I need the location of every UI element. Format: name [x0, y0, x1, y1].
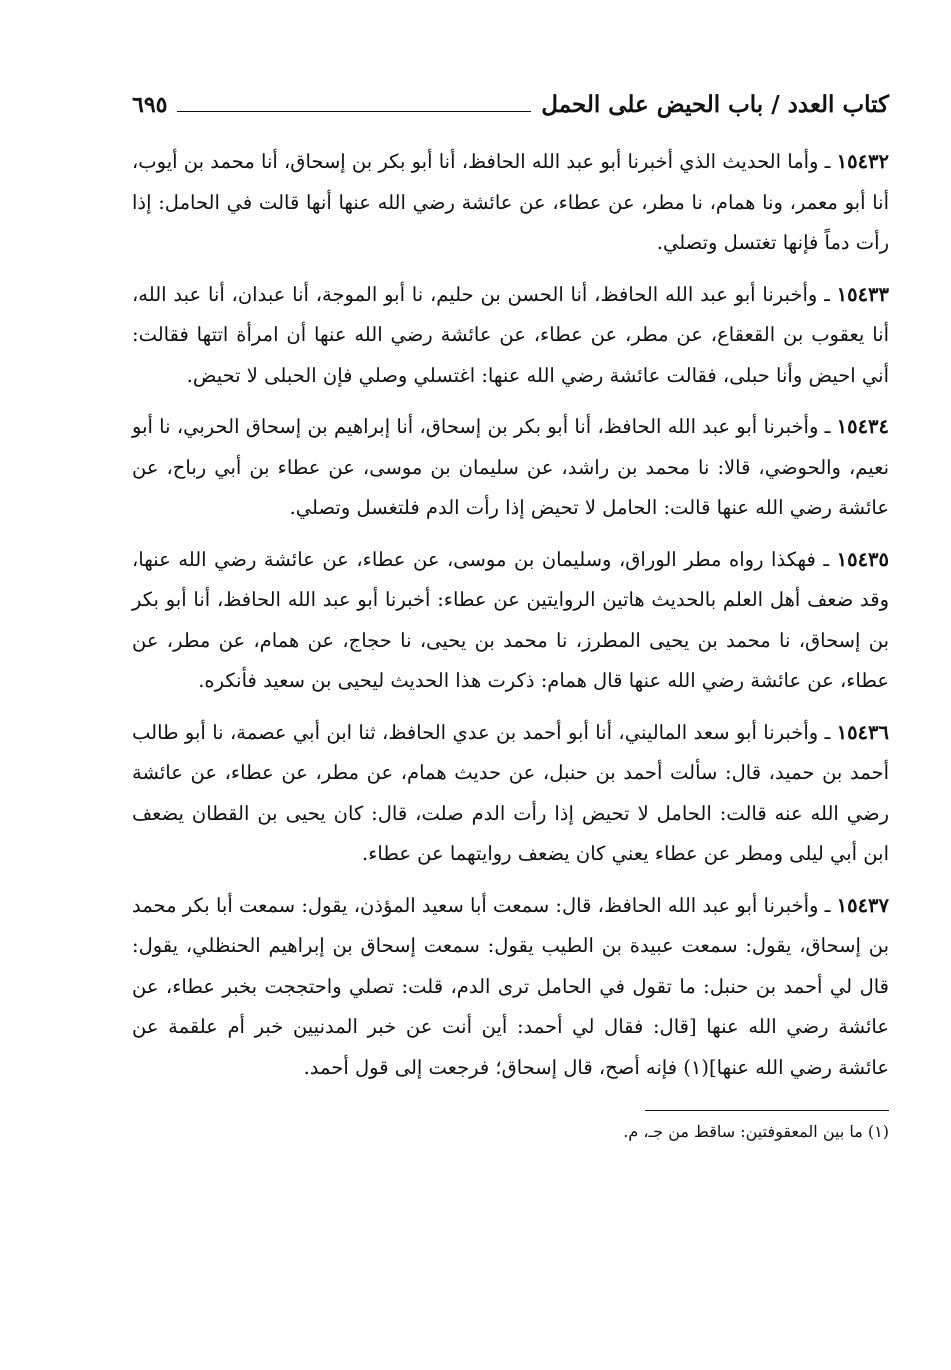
- running-header: [132, 88, 889, 118]
- footnote: (١) ما بين المعقوفتين: ساقط من جـ، م.: [623, 1122, 889, 1141]
- paragraph-15436: [132, 713, 889, 875]
- page-number: ٦٩٥: [132, 92, 168, 118]
- hadith-number: ١٥٤٣٥: [836, 547, 889, 571]
- paragraph-text: ـ وأما الحديث الذي أخبرنا أبو عبد الله الحافظ، أنا أبو بكر بن إسحاق، أنا محمد بن أيوب، أنا أبو معمر، ونا همام، نا مطر، عن عطاء، عن عائشة رضي الله عنها أنها قالت في الحامل: إذا رأت دماً فإنها تغتسل وتصلي.: [132, 150, 889, 254]
- hadith-number: ١٥٤٣٤: [836, 415, 889, 438]
- header-rule: [177, 111, 531, 112]
- paragraph-text: ـ وأخبرنا أبو عبد الله الحافظ، أنا أبو بكر بن إسحاق، أنا إبراهيم بن إسحاق الحربي، نا أبو نعيم، والحوضي، قالا: نا محمد بن راشد، عن سليمان بن موسى، عن عطاء بن أبي رباح، عن عائشة رضي الله عنها قالت: الحامل لا تحيض إذا رأت الدم فلتغسل وتصلي.: [132, 415, 889, 519]
- hadith-number: ١٥٤٣٢: [836, 150, 889, 173]
- footnote-rule: [645, 1110, 889, 1111]
- paragraph-15434: [132, 407, 889, 529]
- paragraph-15437: [132, 886, 889, 1089]
- paragraph-15435: [132, 540, 889, 702]
- chapter-title: كتاب العدد / باب الحيض على الحمل: [541, 91, 889, 118]
- paragraph-text: ـ فهكذا رواه مطر الوراق، وسليمان بن موسى، عن عطاء، عن عائشة رضي الله عنها، وقد ضعف أهل العلم بالحديث هاتين الروايتين عن عطاء: أخبرنا أبو عبد الله الحافظ، أنا أبو بكر بن إسحاق، نا محمد بن يحيى المطرز، نا محمد بن يحيى، نا حجاج، عن همام، عن مطر، عن عطاء، عن عائشة رضي الله عنها قال همام: ذكرت هذا الحديث ليحيى بن سعيد فأنكره.: [132, 547, 889, 692]
- paragraph-text: ـ وأخبرنا أبو سعد الماليني، أنا أبو أحمد بن عدي الحافظ، ثنا ابن أبي عصمة، نا أبو طالب أحمد بن حميد، قال: سألت أحمد بن حنبل، عن حديث همام، عن مطر، عن عطاء، عن عائشة رضي الله عنه قالت: الحامل لا تحيض إذا رأت الدم صلت، قال: كان يحيى بن القطان يضعف ابن أبي ليلى ومطر عن عطاء يعني كان يضعف روايتهما عن عطاء.: [132, 720, 889, 865]
- hadith-number: ١٥٤٣٣: [836, 282, 890, 306]
- paragraph-text: ـ وأخبرنا أبو عبد الله الحافظ، قال: سمعت أبا سعيد المؤذن، يقول: سمعت أبا بكر محمد بن إسحاق، يقول: سمعت عبيدة بن الطيب يقول: سمعت إسحاق بن إبراهيم الحنظلي، يقول: قال لي أحمد بن حنبل: ما تقول في الحامل ترى الدم، قلت: تصلي واحتججت بخبر عطاء، عن عائشة رضي الله عنها [قال: فقال لي أحمد: أين أنت عن خبر المدنيين خبر أم علقمة عن عائشة رضي الله عنها](١) فإنه أصح، قال إسحاق؛ فرجعت إلى قول أحمد.: [132, 893, 889, 1079]
- paragraph-text: ـ وأخبرنا أبو عبد الله الحافظ، أنا الحسن بن حليم، نا أبو الموجة، أنا عبدان، أنا عبد الله، أنا يعقوب بن القعقاع، عن مطر، عن عطاء، عن عائشة رضي الله عنها أن امرأة اتتها فقالت: أني احيض وأنا حبلى، فقالت عائشة رضي الله عنها: اغتسلي وصلي فإن الحبلى لا تحيض.: [132, 282, 889, 387]
- paragraph-15432: [132, 142, 889, 264]
- hadith-number: ١٥٤٣٦: [836, 720, 889, 744]
- paragraph-15433: [132, 275, 889, 397]
- hadith-number: ١٥٤٣٧: [836, 893, 889, 917]
- page-body: [132, 142, 889, 1088]
